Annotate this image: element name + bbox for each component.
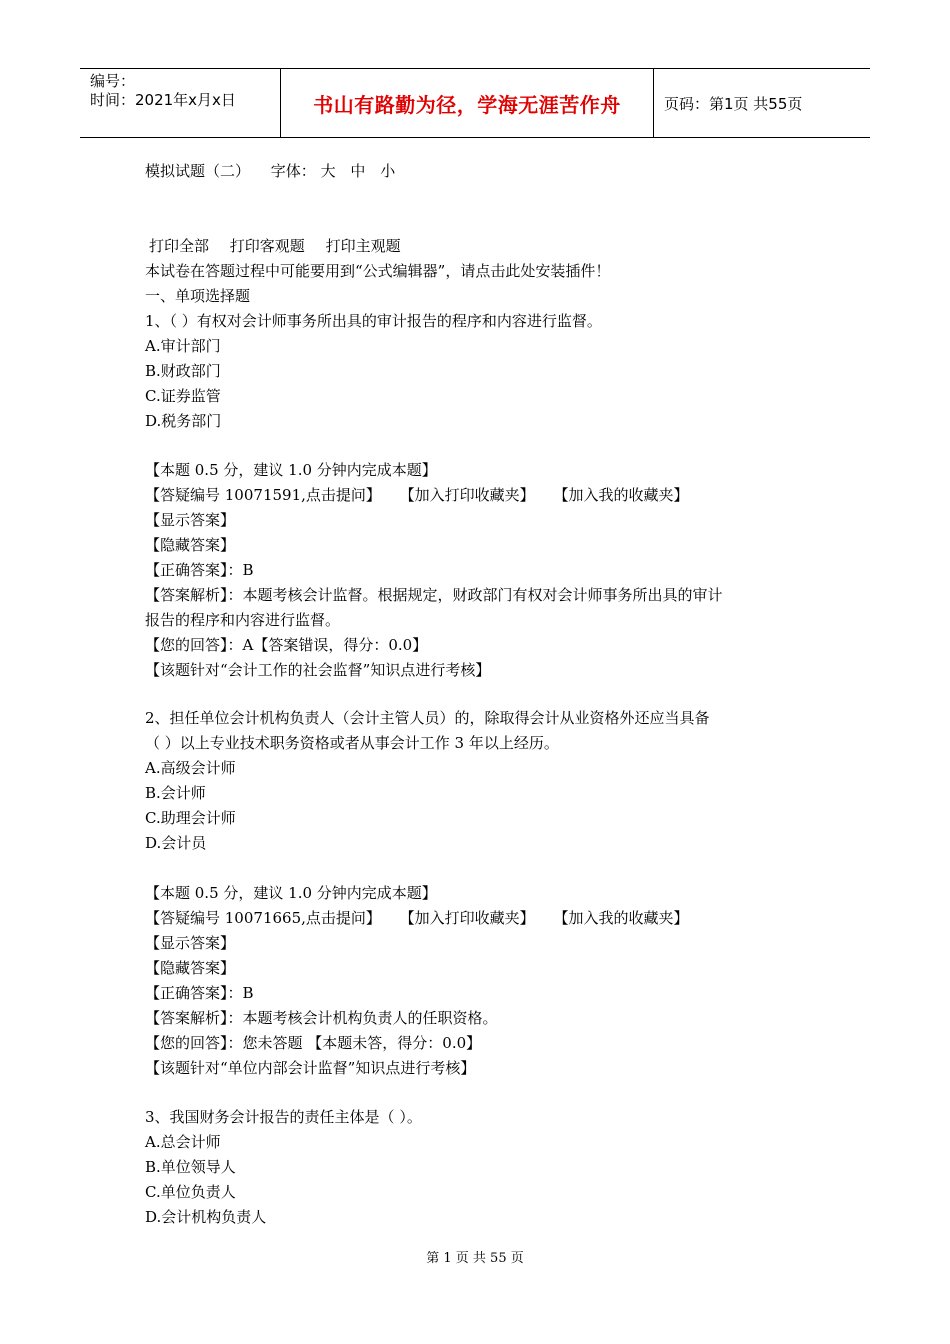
page-footer: 第 1 页 共 55 页 [426,1251,524,1266]
font-medium-link[interactable]: 中 [350,162,366,180]
hide-answer-link[interactable]: 【隐藏答案】 [145,959,236,977]
section-title: 一、单项选择题 [145,287,251,305]
your-answer: 【您的回答】：A【答案错误，得分：0.0】 [145,636,428,654]
hide-answer-link[interactable]: 【隐藏答案】 [145,536,236,554]
header-meta-cell [80,69,281,137]
question-stem: 3、我国财务会计报告的责任主体是（ ）。 [145,1108,422,1126]
option-d[interactable]: D.会计员 [145,834,207,852]
option-d[interactable]: D.税务部门 [145,412,222,430]
print-all-link[interactable]: 打印全部 [149,237,210,255]
correct-answer: 【正确答案】：B [145,984,254,1002]
print-objective-link[interactable]: 打印客观题 [229,237,305,255]
option-c[interactable]: C.证券监管 [145,387,221,405]
option-c[interactable]: C.单位负责人 [145,1183,236,1201]
exam-title: 模拟试题（二） [145,162,251,180]
show-answer-link[interactable]: 【显示答案】 [145,934,236,952]
time-label: 时间：2021年x月x日 [90,91,236,109]
add-print-favorites-link[interactable]: 【加入打印收藏夹】 [399,486,535,504]
answer-analysis: 【答案解析】：本题考核会计机构负责人的任职资格。 [145,1009,498,1027]
option-d[interactable]: D.会计机构负责人 [145,1208,267,1226]
ask-question-link[interactable]: 【答疑编号 10071591,点击提问】 [145,486,381,504]
add-my-favorites-link[interactable]: 【加入我的收藏夹】 [553,486,689,504]
page-header [80,68,870,138]
answer-analysis-cont: 报告的程序和内容进行监督。 [145,611,341,629]
option-a[interactable]: A.总会计师 [145,1133,221,1151]
option-b[interactable]: B.会计师 [145,784,206,802]
serial-label: 编号： [90,72,136,90]
question-stem-cont: （ ）以上专业技术职务资格或者从事会计工作 3 年以上经历。 [145,734,559,752]
print-links [149,236,401,256]
option-c[interactable]: C.助理会计师 [145,809,236,827]
knowledge-point: 【该题针对“单位内部会计监督”知识点进行考核】 [145,1059,476,1077]
plugin-notice-link[interactable]: 本试卷在答题过程中可能要用到“公式编辑器”，请点击此处安装插件！ [145,262,611,280]
option-b[interactable]: B.单位领导人 [145,1158,236,1176]
title-line [145,161,395,181]
question-stem: 2、担任单位会计机构负责人（会计主管人员）的，除取得会计从业资格外还应当具备 [145,709,710,727]
font-large-link[interactable]: 大 [320,162,336,180]
your-answer: 【您的回答】：您未答题 【本题未答，得分：0.0】 [145,1034,482,1052]
question-actions [145,485,688,505]
motto: 书山有路勤为径，学海无涯苦作舟 [313,92,621,117]
show-answer-link[interactable]: 【显示答案】 [145,511,236,529]
print-subjective-link[interactable]: 打印主观题 [325,237,401,255]
answer-analysis: 【答案解析】：本题考核会计监督。根据规定，财政部门有权对会计师事务所出具的审计 [145,586,723,604]
add-print-favorites-link[interactable]: 【加入打印收藏夹】 [399,909,535,927]
knowledge-point: 【该题针对“会计工作的社会监督”知识点进行考核】 [145,661,491,679]
option-b[interactable]: B.财政部门 [145,362,221,380]
add-my-favorites-link[interactable]: 【加入我的收藏夹】 [553,909,689,927]
ask-question-link[interactable]: 【答疑编号 10071665,点击提问】 [145,909,381,927]
option-a[interactable]: A.审计部门 [145,337,221,355]
correct-answer: 【正确答案】：B [145,561,254,579]
question-stem: 1、（ ）有权对会计师事务所出具的审计报告的程序和内容进行监督。 [145,312,602,330]
font-size-label: 字体： [270,162,316,180]
score-info: 【本题 0.5 分，建议 1.0 分钟内完成本题】 [145,461,437,479]
option-a[interactable]: A.高级会计师 [145,759,236,777]
font-small-link[interactable]: 小 [380,162,396,180]
page-info: 页码：第1页 共55页 [664,94,803,113]
header-page-cell [654,69,870,137]
question-actions [145,908,688,928]
header-motto-cell [281,69,654,137]
score-info: 【本题 0.5 分，建议 1.0 分钟内完成本题】 [145,884,437,902]
